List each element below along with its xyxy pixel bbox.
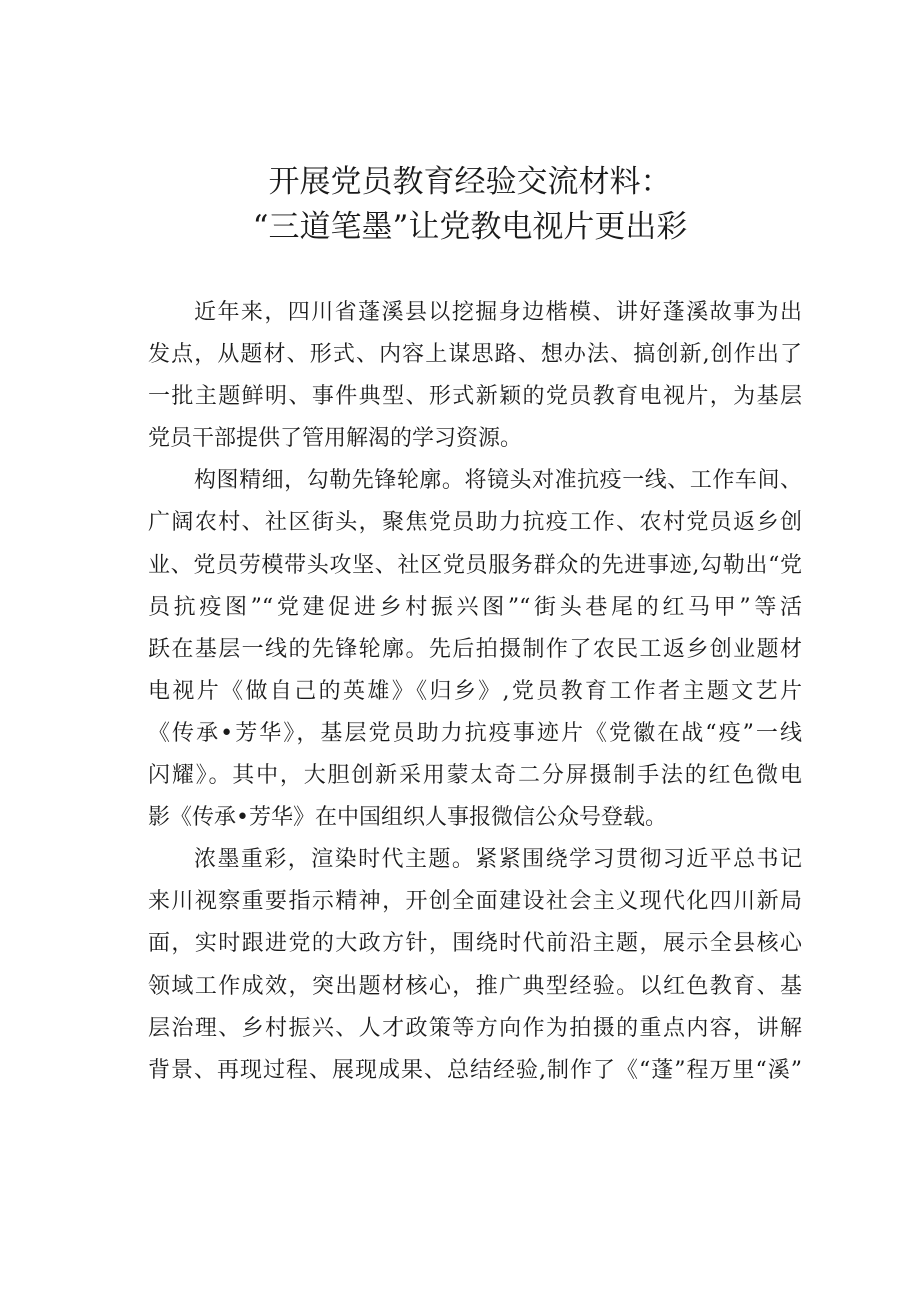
paragraph-line: 跃在基层一线的先锋轮廓。先后拍摄制作了农民工返乡创业题材 [148, 636, 802, 662]
paragraph [148, 839, 802, 1092]
paragraph-line: 来川视察重要指示精神，开创全面建设社会主义现代化四川新局 [148, 889, 802, 915]
title-line-1: 开展党员教育经验交流材料： [268, 164, 672, 200]
paragraph [148, 460, 802, 839]
paragraph-line: 领域工作成效，突出题材核心，推广典型经验。以红色教育、基 [148, 973, 802, 999]
paragraph-line: 党员干部提供了管用解渴的学习资源。 [148, 426, 523, 452]
paragraph [148, 292, 802, 460]
paragraph-line: 层治理、乡村振兴、人才政策等方向作为拍摄的重点内容，讲解 [148, 1015, 802, 1041]
document-title [0, 160, 920, 250]
paragraph-line: 构图精细，勾勒先锋轮廓。将镜头对准抗疫一线、工作车间、 [194, 468, 802, 494]
paragraph-line: 影《传承•芳华》在中国组织人事报微信公众号登载。 [148, 805, 667, 831]
paragraph-line: 一批主题鲜明、事件典型、形式新颖的党员教育电视片，为基层 [148, 384, 802, 410]
paragraph-line: 广阔农村、社区街头，聚焦党员助力抗疫工作、农村党员返乡创 [148, 510, 802, 536]
title-line-2: “三道笔墨”让党教电视片更出彩 [252, 209, 688, 245]
paragraph-line: 员抗疫图”“党建促进乡村振兴图”“街头巷尾的红马甲”等活 [148, 594, 802, 620]
paragraph-line: 近年来，四川省蓬溪县以挖掘身边楷模、讲好蓬溪故事为出 [194, 300, 802, 325]
paragraph-line: 面，实时跟进党的大政方针，围绕时代前沿主题，展示全县核心 [148, 931, 802, 957]
paragraph-line: 《传承•芳华》，基层党员助力抗疫事迹片《党徽在战“疫”一线 [148, 720, 802, 746]
paragraph-line: 发点，从题材、形式、内容上谋思路、想办法、搞创新,创作出了 [148, 342, 802, 368]
paragraph-line: 业、党员劳模带头攻坚、社区党员服务群众的先进事迹,勾勒出“党 [148, 552, 802, 578]
paragraph-line: 背景、再现过程、展现成果、总结经验,制作了《“蓬”程万里“溪” [148, 1057, 802, 1083]
paragraph-line: 闪耀》。其中，大胆创新采用蒙太奇二分屏摄制手法的红色微电 [148, 763, 802, 789]
paragraph-line: 浓墨重彩，渲染时代主题。紧紧围绕学习贯彻习近平总书记 [194, 847, 802, 873]
paragraph-line: 电视片《做自己的英雄》《归乡》,党员教育工作者主题文艺片 [148, 678, 802, 704]
document-body [148, 292, 802, 1092]
